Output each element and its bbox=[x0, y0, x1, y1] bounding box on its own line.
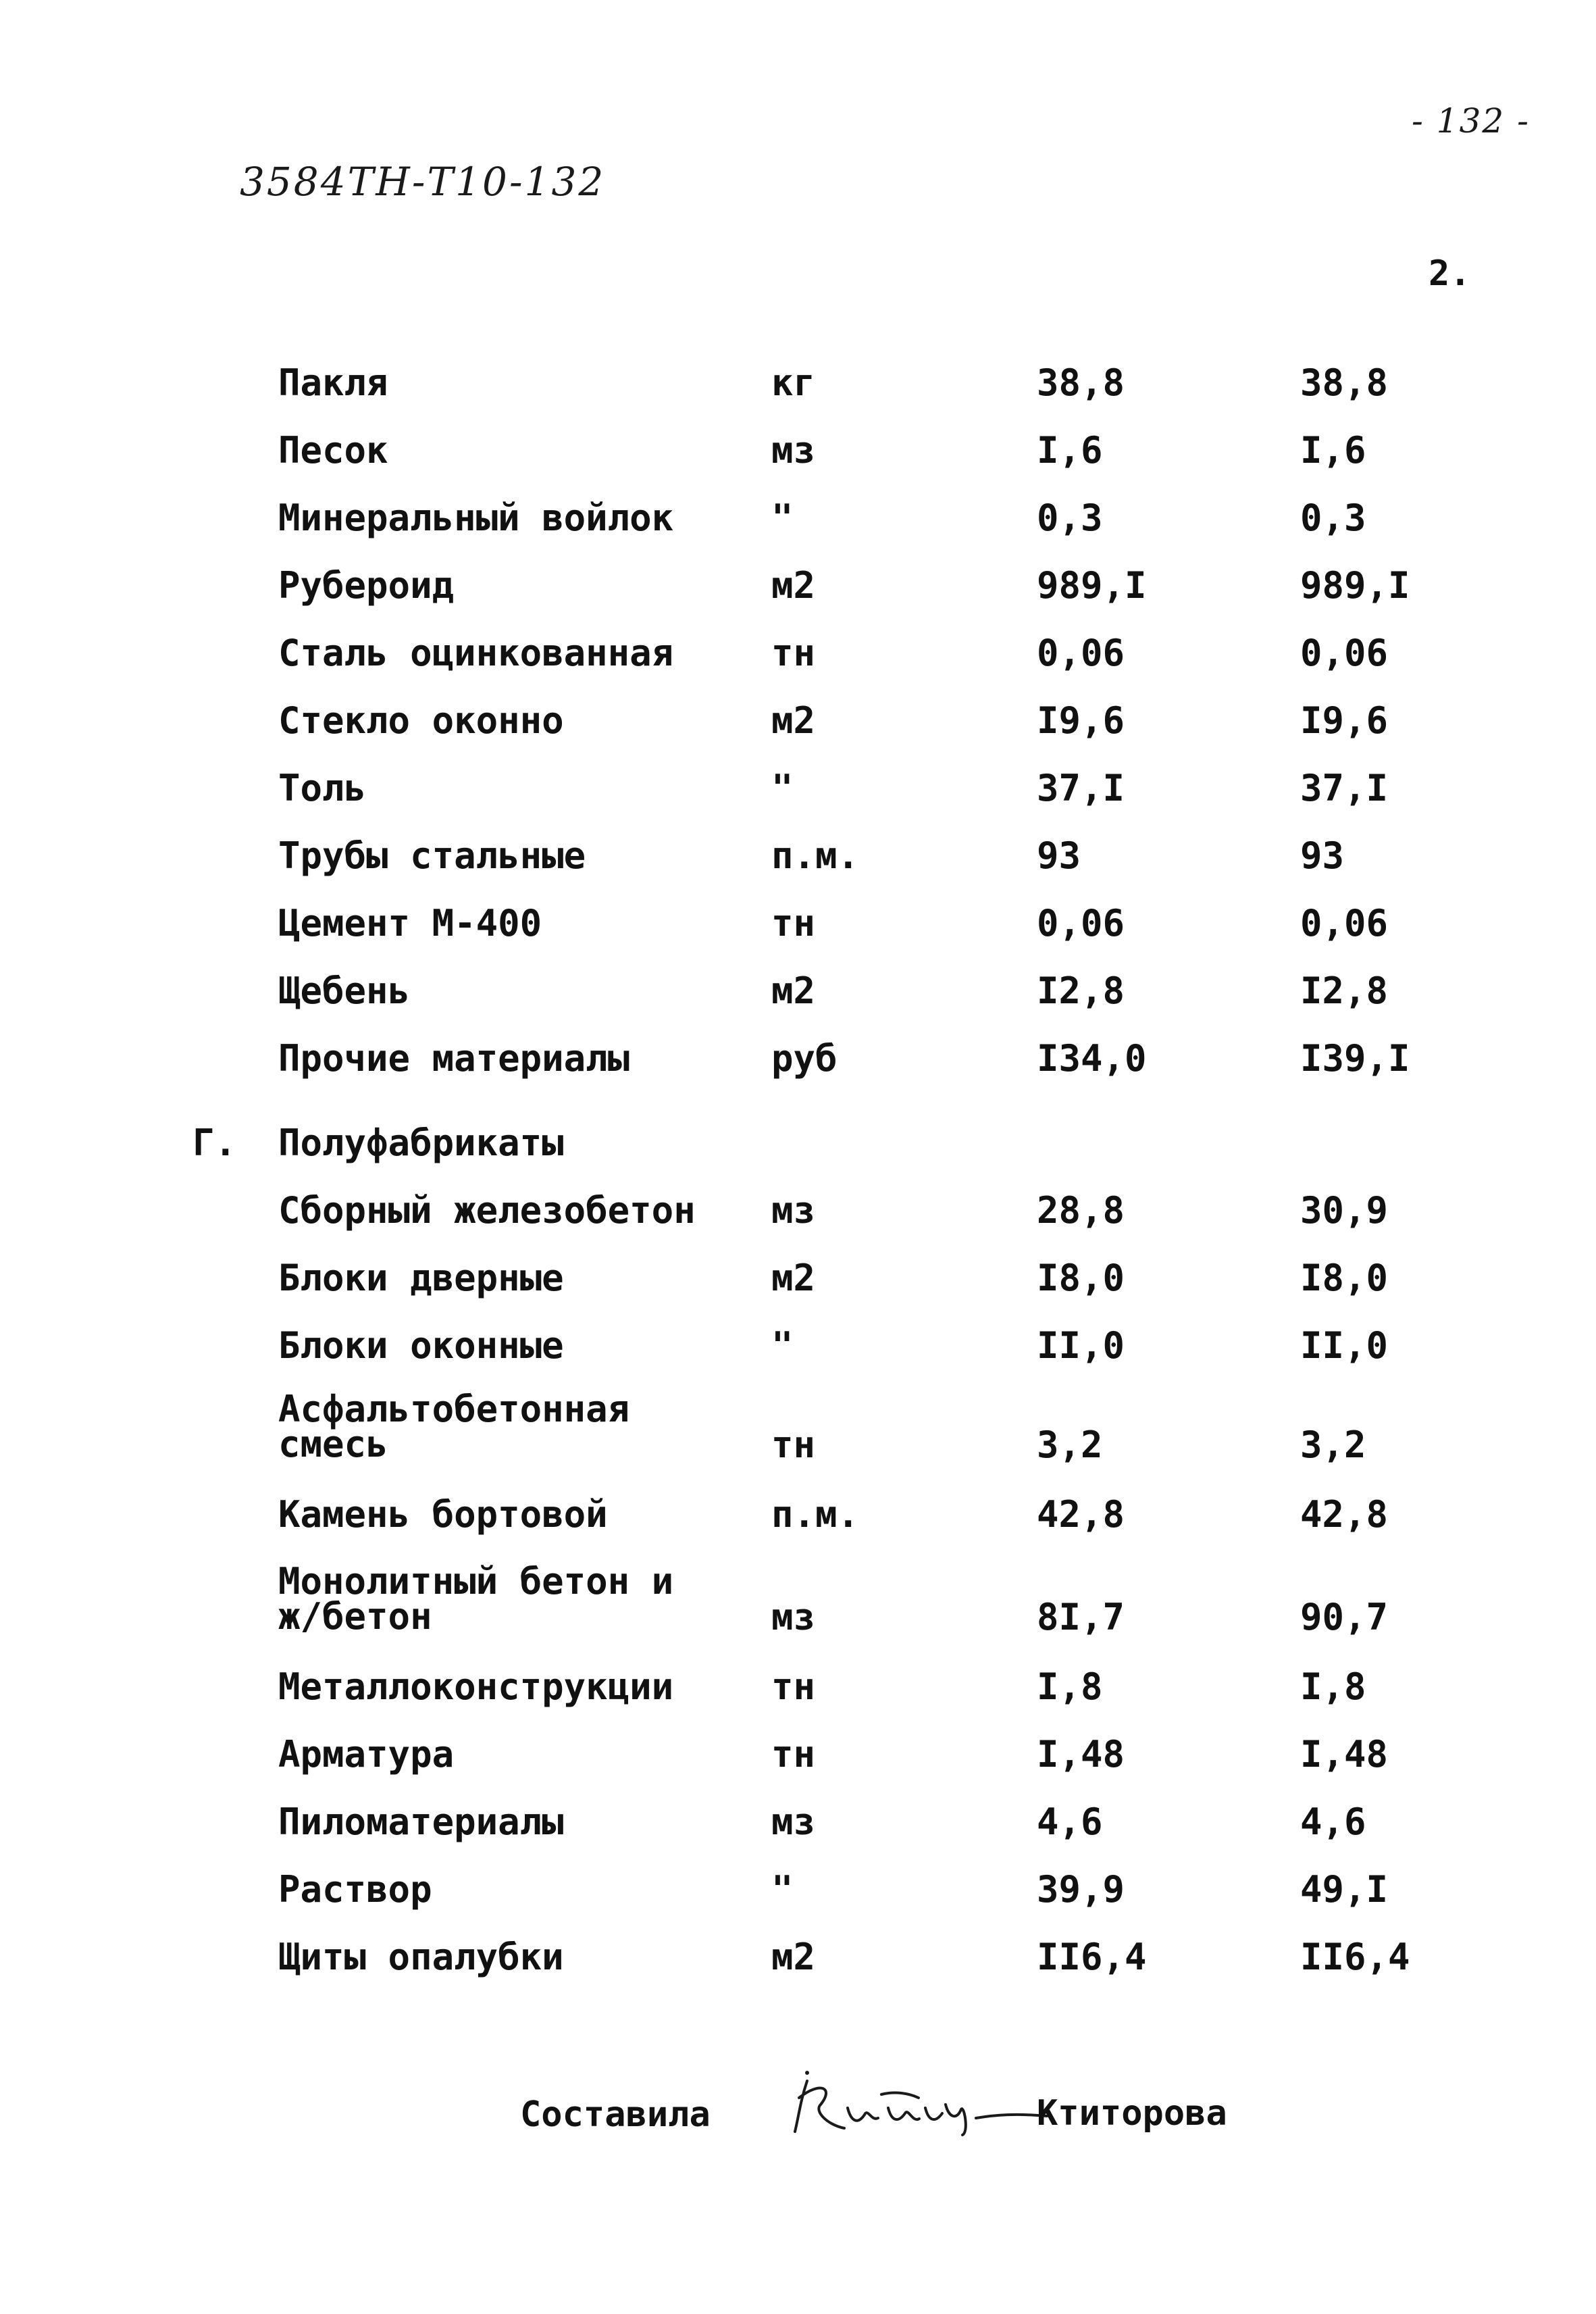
signer-name: Ктиторова bbox=[1037, 2093, 1227, 2134]
material-name: Сборный железобетон bbox=[278, 1189, 696, 1232]
quantity-value-1: 8I,7 bbox=[1037, 1596, 1125, 1638]
unit-of-measure: м2 bbox=[771, 699, 816, 742]
handwritten-signature bbox=[780, 2067, 1050, 2142]
unit-of-measure: мз bbox=[771, 1801, 816, 1843]
unit-of-measure: п.м. bbox=[771, 834, 860, 877]
unit-of-measure: тн bbox=[771, 902, 816, 945]
quantity-value-2: I,6 bbox=[1300, 429, 1366, 472]
page-number: - 132 - bbox=[1412, 101, 1530, 141]
material-name: Рубероид bbox=[278, 564, 455, 607]
quantity-value-2: 49,I bbox=[1300, 1868, 1389, 1911]
table-row bbox=[0, 1936, 1596, 2000]
table-row bbox=[0, 361, 1596, 426]
quantity-value-1: I,48 bbox=[1037, 1733, 1125, 1776]
unit-of-measure: мз bbox=[771, 1596, 816, 1638]
table-row bbox=[0, 1733, 1596, 1797]
material-name: Толь bbox=[278, 767, 367, 809]
quantity-value-1: 93 bbox=[1037, 834, 1081, 877]
material-name: Пакля bbox=[278, 361, 388, 404]
section-marker: Г. bbox=[192, 1122, 237, 1164]
unit-of-measure: " bbox=[771, 767, 794, 809]
table-row bbox=[0, 902, 1596, 966]
quantity-value-1: 989,I bbox=[1037, 564, 1147, 607]
table-row bbox=[0, 1388, 1596, 1466]
quantity-value-2: 4,6 bbox=[1300, 1801, 1366, 1843]
material-name: Арматура bbox=[278, 1733, 455, 1776]
quantity-value-1: 0,06 bbox=[1037, 902, 1125, 945]
table-row bbox=[0, 1560, 1596, 1638]
quantity-value-1: 39,9 bbox=[1037, 1868, 1125, 1911]
quantity-value-2: 0,06 bbox=[1300, 902, 1389, 945]
quantity-value-1: 0,3 bbox=[1037, 497, 1103, 539]
table-row bbox=[0, 1324, 1596, 1388]
unit-of-measure: кг bbox=[771, 361, 816, 404]
material-name: Трубы стальные bbox=[278, 834, 586, 877]
material-name: Раствор bbox=[278, 1868, 432, 1911]
compiled-by-label: Составила bbox=[520, 2094, 711, 2135]
quantity-value-2: I39,I bbox=[1300, 1037, 1410, 1080]
signature-block bbox=[0, 2067, 1596, 2148]
table-row bbox=[0, 1493, 1596, 1557]
quantity-value-2: II,0 bbox=[1300, 1324, 1389, 1367]
unit-of-measure: тн bbox=[771, 1665, 816, 1708]
material-name: Блоки оконные bbox=[278, 1324, 564, 1367]
material-name: Минеральный войлок bbox=[278, 497, 674, 539]
quantity-value-1: I,6 bbox=[1037, 429, 1103, 472]
unit-of-measure: м2 bbox=[771, 564, 816, 607]
quantity-value-2: I2,8 bbox=[1300, 970, 1389, 1012]
unit-of-measure: " bbox=[771, 1868, 794, 1911]
unit-of-measure: мз bbox=[771, 1189, 816, 1232]
quantity-value-1: 4,6 bbox=[1037, 1801, 1103, 1843]
table-row bbox=[0, 564, 1596, 628]
material-name: Металлоконструкции bbox=[278, 1665, 674, 1708]
unit-of-measure: м2 bbox=[771, 970, 816, 1012]
unit-of-measure: " bbox=[771, 1324, 794, 1367]
quantity-value-1: 38,8 bbox=[1037, 361, 1125, 404]
unit-of-measure: тн bbox=[771, 632, 816, 674]
quantity-value-1: 37,I bbox=[1037, 767, 1125, 809]
quantity-value-1: I9,6 bbox=[1037, 699, 1125, 742]
quantity-value-1: II,0 bbox=[1037, 1324, 1125, 1367]
table-row bbox=[0, 1665, 1596, 1730]
quantity-value-1: I,8 bbox=[1037, 1665, 1103, 1708]
table-row bbox=[0, 1037, 1596, 1101]
material-name: Полуфабрикаты bbox=[278, 1122, 564, 1164]
quantity-value-2: I9,6 bbox=[1300, 699, 1389, 742]
unit-of-measure: руб bbox=[771, 1037, 838, 1080]
quantity-value-2: 90,7 bbox=[1300, 1596, 1389, 1638]
unit-of-measure: тн bbox=[771, 1733, 816, 1776]
unit-of-measure: тн bbox=[771, 1424, 816, 1466]
material-name: Сталь оцинкованная bbox=[278, 632, 674, 674]
table-row bbox=[0, 1801, 1596, 1865]
quantity-value-1: 3,2 bbox=[1037, 1424, 1103, 1466]
material-name: Блоки дверные bbox=[278, 1257, 564, 1299]
document-code: 3584ТН-Т10-132 bbox=[240, 159, 606, 205]
quantity-value-2: 37,I bbox=[1300, 767, 1389, 809]
material-name: Щиты опалубки bbox=[278, 1936, 564, 1978]
material-name: Песок bbox=[278, 429, 388, 472]
unit-of-measure: м2 bbox=[771, 1936, 816, 1978]
table-row bbox=[0, 1868, 1596, 1932]
quantity-value-2: I,8 bbox=[1300, 1665, 1366, 1708]
table-row bbox=[0, 1257, 1596, 1321]
quantity-value-2: 30,9 bbox=[1300, 1189, 1389, 1232]
quantity-value-2: 0,06 bbox=[1300, 632, 1389, 674]
material-name: Прочие материалы bbox=[278, 1037, 630, 1080]
quantity-value-2: I,48 bbox=[1300, 1733, 1389, 1776]
table-row bbox=[0, 834, 1596, 899]
quantity-value-1: II6,4 bbox=[1037, 1936, 1147, 1978]
material-name: Камень бортовой bbox=[278, 1493, 608, 1536]
table-row bbox=[0, 1189, 1596, 1253]
quantity-value-2: I8,0 bbox=[1300, 1257, 1389, 1299]
table-row bbox=[0, 497, 1596, 561]
quantity-value-2: 93 bbox=[1300, 834, 1345, 877]
quantity-value-1: 42,8 bbox=[1037, 1493, 1125, 1536]
table-row bbox=[0, 1122, 1596, 1186]
quantity-value-2: 42,8 bbox=[1300, 1493, 1389, 1536]
table-row bbox=[0, 699, 1596, 763]
table-row bbox=[0, 767, 1596, 831]
quantity-value-2: 3,2 bbox=[1300, 1424, 1366, 1466]
quantity-value-1: I2,8 bbox=[1037, 970, 1125, 1012]
quantity-value-1: 28,8 bbox=[1037, 1189, 1125, 1232]
quantity-value-1: 0,06 bbox=[1037, 632, 1125, 674]
quantity-value-2: 989,I bbox=[1300, 564, 1410, 607]
quantity-value-1: I8,0 bbox=[1037, 1257, 1125, 1299]
table-row bbox=[0, 632, 1596, 696]
quantity-value-2: 38,8 bbox=[1300, 361, 1389, 404]
unit-of-measure: м2 bbox=[771, 1257, 816, 1299]
material-name: Пиломатериалы bbox=[278, 1801, 564, 1843]
table-row bbox=[0, 429, 1596, 493]
table-row bbox=[0, 970, 1596, 1034]
material-name: Щебень bbox=[278, 970, 411, 1012]
material-name: Цемент М-400 bbox=[278, 902, 542, 945]
quantity-value-2: II6,4 bbox=[1300, 1936, 1410, 1978]
unit-of-measure: мз bbox=[771, 429, 816, 472]
unit-of-measure: п.м. bbox=[771, 1493, 860, 1536]
material-name: Асфальтобетонная смесь bbox=[278, 1388, 630, 1465]
quantity-value-2: 0,3 bbox=[1300, 497, 1366, 539]
material-name: Монолитный бетон и ж/бетон bbox=[278, 1560, 674, 1638]
sheet-number: 2. bbox=[1428, 253, 1471, 294]
quantity-value-1: I34,0 bbox=[1037, 1037, 1147, 1080]
material-name: Стекло оконно bbox=[278, 699, 564, 742]
unit-of-measure: " bbox=[771, 497, 794, 539]
